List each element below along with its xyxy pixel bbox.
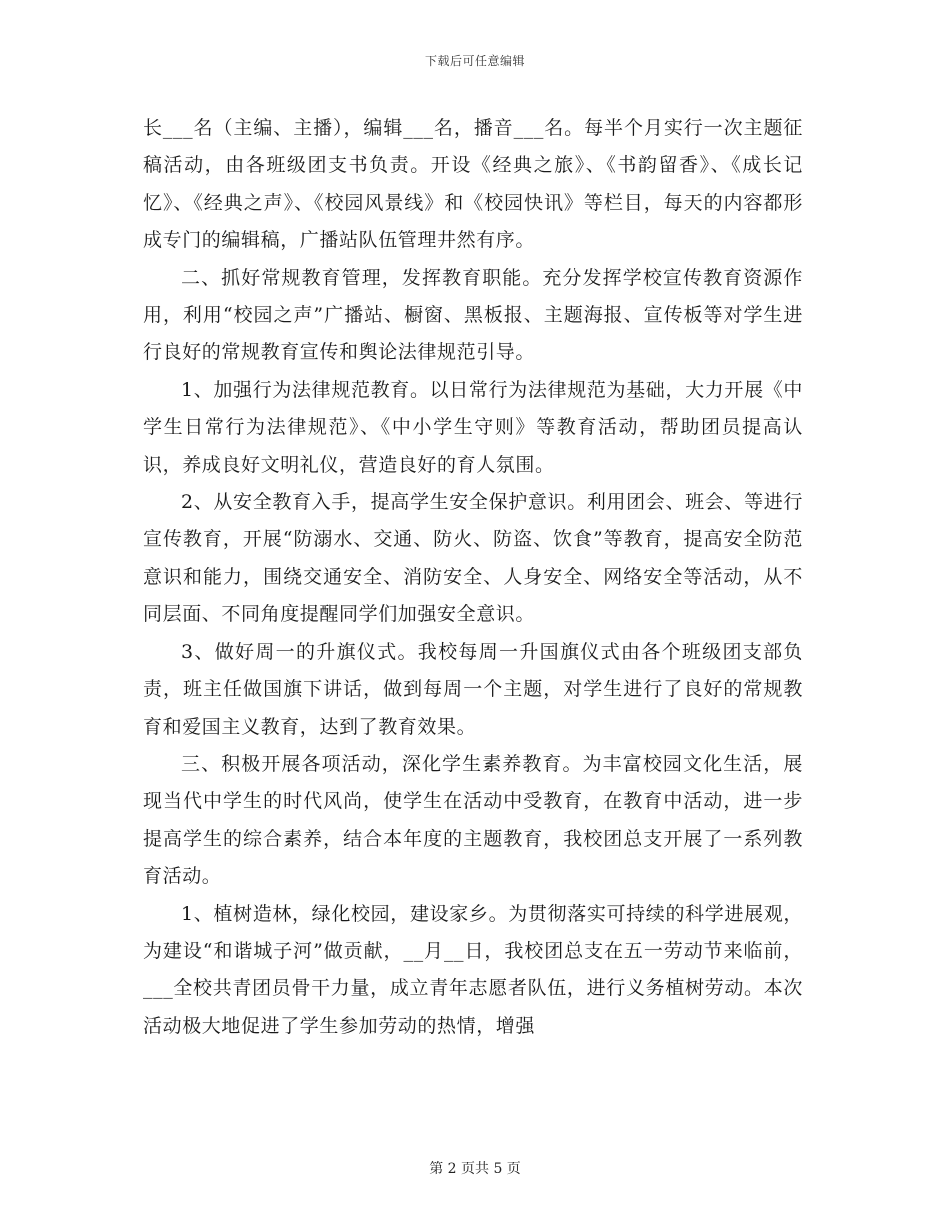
document-body xyxy=(143,110,803,1045)
paragraph-item-3-1: 1、植树造林，绿化校园，建设家乡。为贯彻落实可持续的科学进展观，为建设“和谐城子河”做贡献，__月__日，我校团总支在五一劳动节来临前，___全校共青团员骨干力量，成立青年志愿者队伍，进行义务植树劳动。本次活动极大地促进了学生参加劳动的热情，增强 xyxy=(143,902,803,1037)
paragraph-item-2-3: 3、做好周一的升旗仪式。我校每周一升国旗仪式由各个班级团支部负责，班主任做国旗下讲话，做到每周一个主题，对学生进行了良好的常规教育和爱国主义教育，达到了教育效果。 xyxy=(143,640,803,738)
paragraph-item-2-1: 1、加强行为法律规范教育。以日常行为法律规范为基础，大力开展《中学生日常行为法律规范》、《中小学生守则》等教育活动，帮助团员提高认识，养成良好文明礼仪，营造良好的育人氛围。 xyxy=(143,378,803,476)
paragraph-item-2-2: 2、从安全教育入手，提高学生安全保护意识。利用团会、班会、等进行宣传教育，开展“防溺水、交通、防火、防盗、饮食”等教育，提高安全防范意识和能力，围绕交通安全、消防安全、人身安全、网络安全等活动，从不同层面、不同角度提醒同学们加强安全意识。 xyxy=(143,491,803,626)
paragraph-section-2: 二、抓好常规教育管理，发挥教育职能。充分发挥学校宣传教育资源作用，利用“校园之声”广播站、橱窗、黑板报、主题海报、宣传板等对学生进行良好的常规教育宣传和舆论法律规范引导。 xyxy=(143,266,803,364)
page-header: 下载后可任意编辑 xyxy=(424,54,525,68)
page-number-footer: 第 2 页共 5 页 xyxy=(429,1161,521,1177)
paragraph-section-3: 三、积极开展各项活动，深化学生素养教育。为丰富校园文化生活，展现当代中学生的时代风尚，使学生在活动中受教育，在教育中活动，进一步提高学生的综合素养，结合本年度的主题教育，我校团总支开展了一系列教育活动。 xyxy=(143,752,803,888)
paragraph-continuation: 长___名（主编、主播），编辑___名，播音___名。每半个月实行一次主题征稿活动，由各班级团支书负责。开设《经典之旅》、《书韵留香》、《成长记忆》、《经典之声》、《校园风景线》和《校园快讯》等栏目，每天的内容都形成专门的编辑稿，广播站队伍管理井然有序。 xyxy=(143,117,803,252)
